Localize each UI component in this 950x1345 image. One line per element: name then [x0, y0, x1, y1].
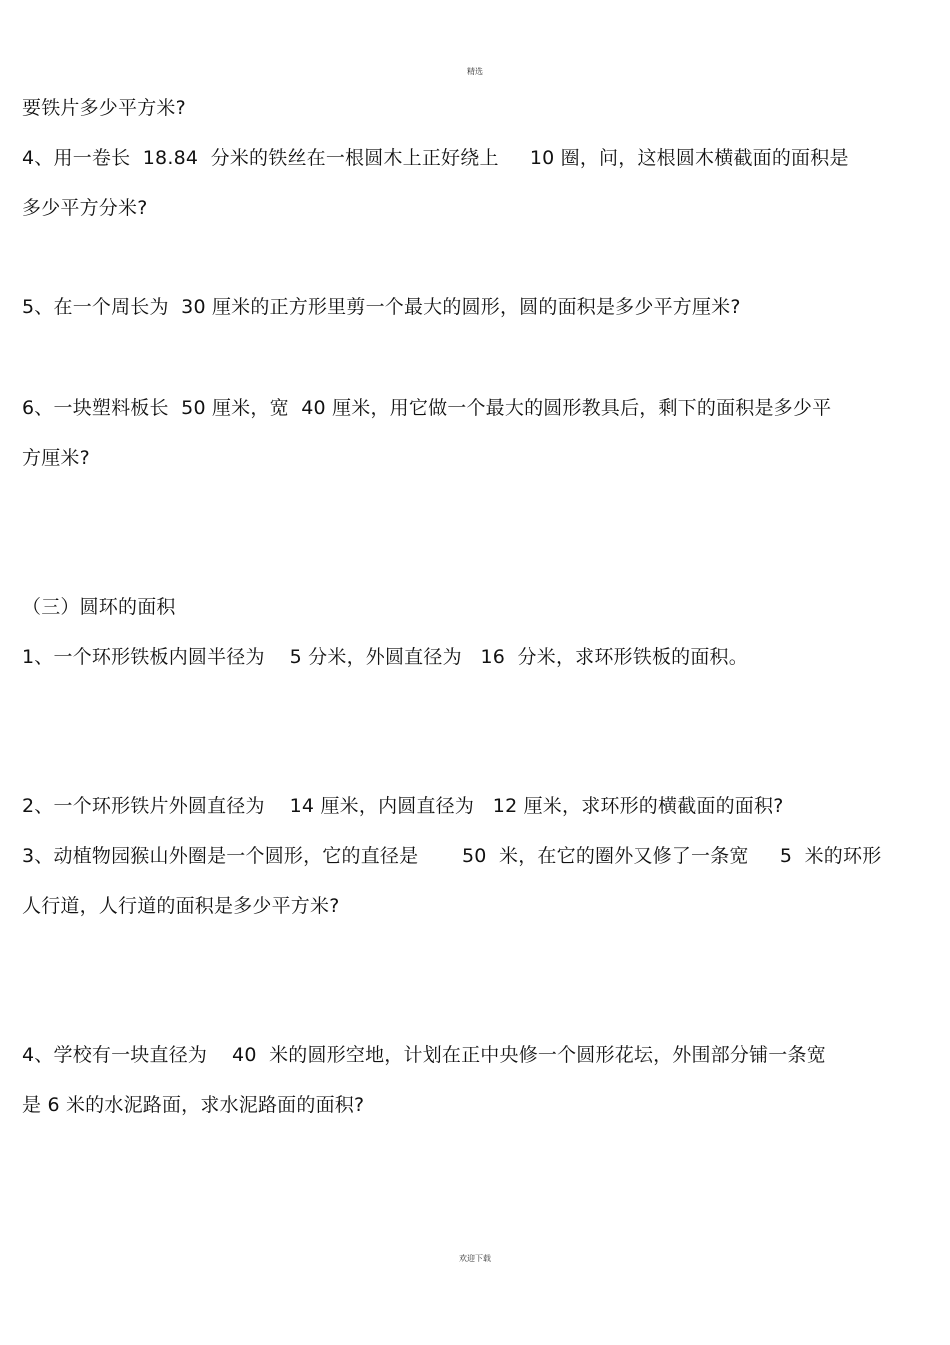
page-footer: 欢迎下载 — [459, 1254, 491, 1263]
ring-question-4-line-2: 是 6 米的水泥路面，求水泥路面的面积? — [22, 1094, 365, 1116]
question-4-line-2: 多少平方分米? — [22, 197, 148, 219]
ring-question-3-line-2: 人行道，人行道的面积是多少平方米? — [22, 895, 340, 917]
ring-question-1: 1、一个环形铁板内圆半径为 5 分米，外圆直径为 16 分米，求环形铁板的面积。 — [22, 646, 748, 668]
question-4-line-1: 4、用一卷长 18.84 分米的铁丝在一根圆木上正好绕上 10 圈，问，这根圆木横截面的面积是 — [22, 147, 849, 169]
page-header: 精选 — [467, 67, 483, 76]
text-line-1: 要铁片多少平方米? — [22, 97, 186, 119]
ring-question-2: 2、一个环形铁片外圆直径为 14 厘米，内圆直径为 12 厘米，求环形的横截面的面积? — [22, 795, 784, 817]
question-6-line-1: 6、一块塑料板长 50 厘米，宽 40 厘米，用它做一个最大的圆形教具后，剩下的面积是多少平 — [22, 397, 832, 419]
question-6-line-2: 方厘米? — [22, 447, 90, 469]
ring-question-3-line-1: 3、动植物园猴山外圈是一个圆形，它的直径是 50 米，在它的圈外又修了一条宽 5 米的环形 — [22, 845, 882, 867]
section-title-ring-area: （三）圆环的面积 — [22, 596, 176, 618]
question-5: 5、在一个周长为 30 厘米的正方形里剪一个最大的圆形，圆的面积是多少平方厘米? — [22, 296, 741, 318]
ring-question-4-line-1: 4、学校有一块直径为 40 米的圆形空地，计划在正中央修一个圆形花坛，外围部分铺一条宽 — [22, 1044, 826, 1066]
